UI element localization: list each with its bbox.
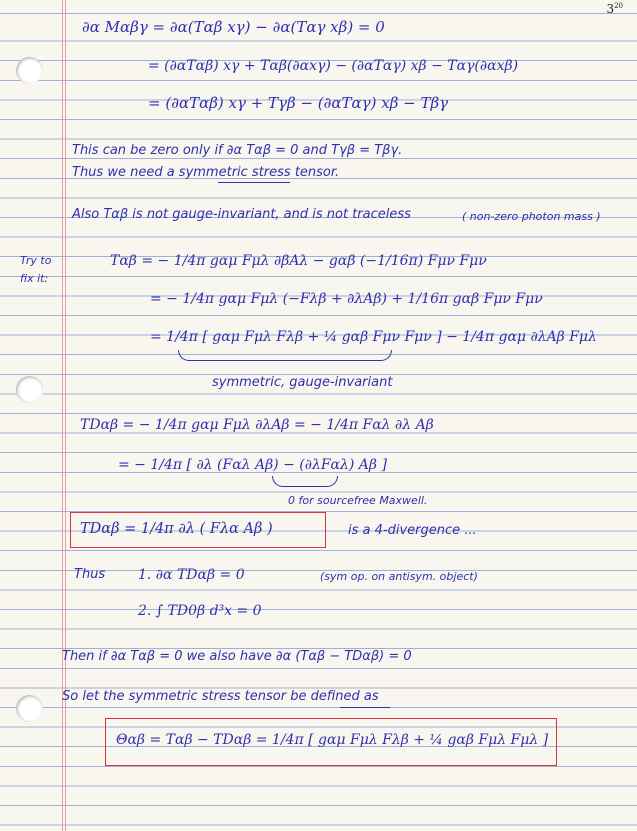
eq-line-16: 2. ∫ TD0β d³x = 0 xyxy=(138,603,262,619)
eq-line-12: = − 1/4π [ ∂λ (Fαλ Aβ) − (∂λFαλ) Aβ ] xyxy=(118,457,387,473)
page-number-main: 3 xyxy=(606,2,615,16)
margin-line-inner xyxy=(65,0,66,831)
eq-line-19: Θαβ = Tαβ − TDαβ = 1/4π [ gαμ Fμλ Fλβ + ¼ gαβ Fμλ Fμλ ] xyxy=(116,732,549,748)
binder-hole-bottom xyxy=(16,695,43,722)
defined-underline xyxy=(340,707,390,708)
symmetric-underline xyxy=(218,182,290,183)
try-to-fix-label: Try to fix it: xyxy=(20,254,52,285)
page-number xyxy=(606,2,623,16)
text-line-4: This can be zero only if ∂α Tαβ = 0 and Tγβ = Tβγ. xyxy=(72,143,403,158)
binder-hole-top xyxy=(16,57,43,84)
text-line-15-note: (sym op. on antisym. object) xyxy=(320,570,478,583)
sourcefree-brace xyxy=(272,476,338,487)
thus-label: Thus xyxy=(74,567,106,582)
text-line-10: symmetric, gauge-invariant xyxy=(212,375,393,390)
text-line-6: Also Tαβ is not gauge-invariant, and is not traceless xyxy=(72,207,411,222)
eq-line-1: ∂α Mαβγ = ∂α(Tαβ xγ) − ∂α(Tαγ xβ) = 0 xyxy=(82,18,385,36)
text-line-18: So let the symmetric stress tensor be defined as xyxy=(62,689,379,704)
eq-line-15: 1. ∂α TDαβ = 0 xyxy=(138,567,245,583)
text-line-14-note: is a 4-divergence ... xyxy=(348,523,477,538)
text-line-5: Thus we need a symmetric stress tensor. xyxy=(72,165,340,180)
binder-hole-middle xyxy=(16,376,43,403)
eq-line-7: Tαβ = − 1/4π gαμ Fμλ ∂βAλ − gαβ (−1/16π) Fμν Fμν xyxy=(110,253,487,269)
eq-line-14: TDαβ = 1/4π ∂λ ( Fλα Aβ ) xyxy=(80,521,273,537)
text-line-6-note: ( non-zero photon mass ) xyxy=(462,210,601,223)
eq-line-3: = (∂αTαβ) xγ + Tγβ − (∂αTαγ) xβ − Tβγ xyxy=(148,94,449,112)
page-number-sup: 20 xyxy=(614,2,623,10)
eq-line-8: = − 1/4π gαμ Fμλ (−Fλβ + ∂λAβ) + 1/16π gαβ Fμν Fμν xyxy=(150,291,543,307)
eq-line-11: TDαβ = − 1/4π gαμ Fμλ ∂λAβ = − 1/4π Fαλ ∂λ Aβ xyxy=(80,417,434,433)
eq-line-2: = (∂αTαβ) xγ + Tαβ(∂αxγ) − (∂αTαγ) xβ − Tαγ(∂αxβ) xyxy=(148,58,519,74)
text-line-13: 0 for sourcefree Maxwell. xyxy=(288,494,428,507)
margin-line xyxy=(62,0,63,831)
text-line-17: Then if ∂α Tαβ = 0 we also have ∂α (Tαβ − TDαβ) = 0 xyxy=(62,649,412,664)
eq-line-9: = 1/4π [ gαμ Fμλ Fλβ + ¼ gαβ Fμν Fμν ] − 1/4π gαμ ∂λAβ Fμλ xyxy=(150,329,597,345)
symmetric-brace xyxy=(178,350,392,361)
